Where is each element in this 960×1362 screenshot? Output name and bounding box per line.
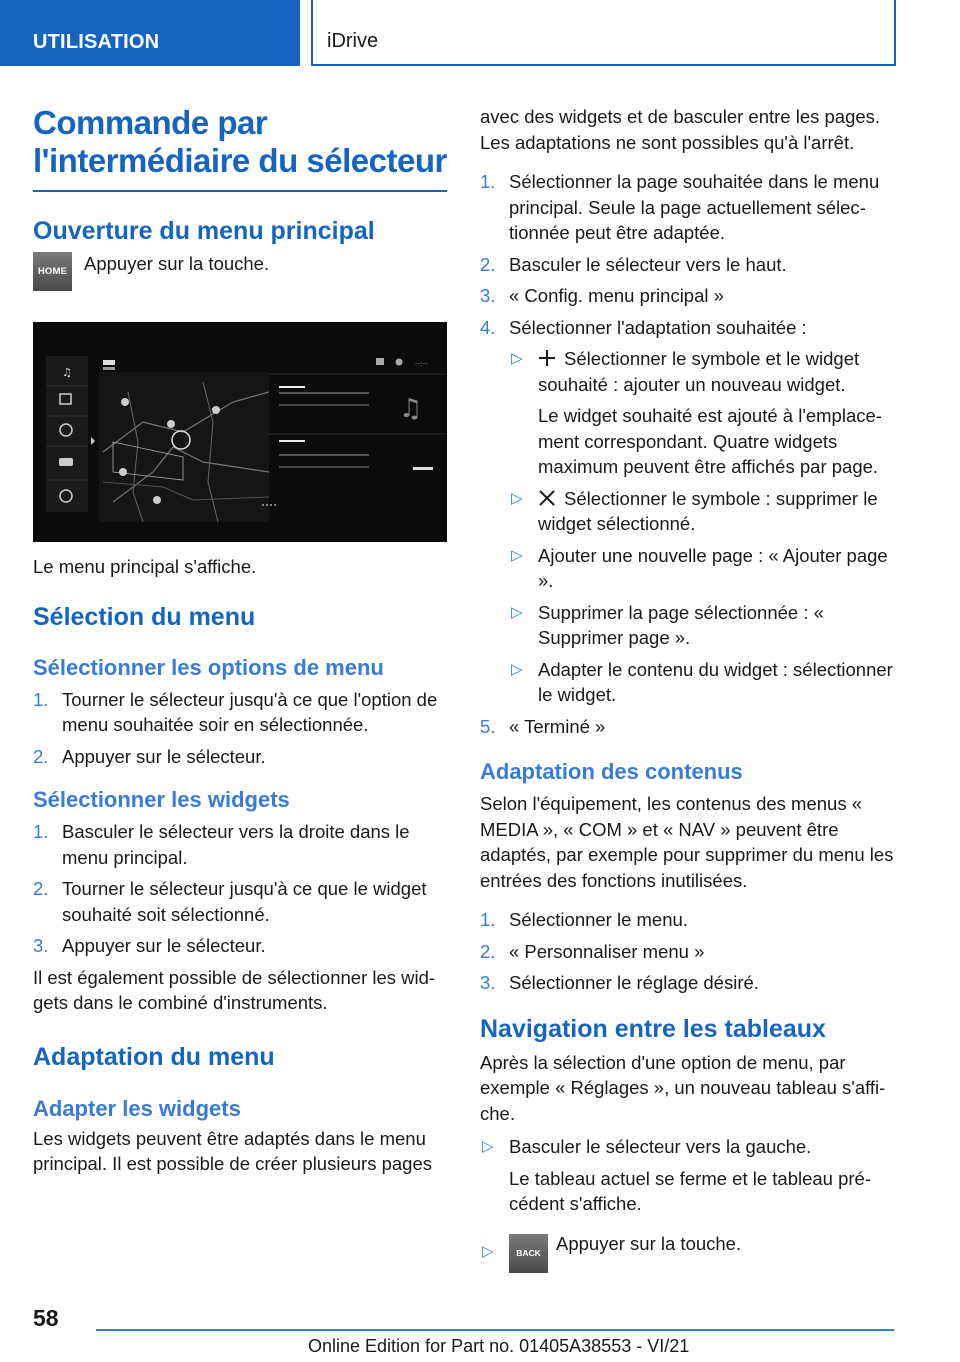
list-item: 3. « Config. menu principal »: [480, 285, 724, 306]
header-section-tab: [0, 0, 300, 66]
list-item: ▷ Basculer le sélecteur vers la gauche. Le tableau actuel se ferme et le tableau précédent s'affiche.: [480, 1134, 900, 1217]
adapt-options: [509, 346, 900, 708]
home-key-icon: HOME: [33, 252, 72, 291]
list-item: 2. Basculer le sélecteur vers le haut.: [480, 253, 787, 275]
plus-icon: [538, 349, 556, 367]
list-item: ▷ BACK Appuyer sur la touche.: [480, 1231, 900, 1273]
heading-adapt-menu: Adaptation du menu: [33, 1042, 275, 1071]
list-item: ▷ Adapter le contenu du widget : sélectionner le widget.: [511, 658, 893, 705]
heading-adapt-widgets: Adapter les widgets: [33, 1095, 241, 1121]
footer-rule: [96, 1329, 894, 1331]
idrive-screen-illustration: [33, 322, 447, 542]
list-item: 2. « Personnaliser menu »: [480, 940, 705, 962]
list-item: 2. Tourner le sélecteur jusqu'à ce que le widget souhaité soit sélectionné.: [33, 878, 427, 925]
list-item: 1. Sélectionner le menu.: [480, 909, 688, 930]
widgets-steps: [33, 819, 447, 959]
contents-steps: [480, 907, 900, 996]
close-icon: [538, 489, 556, 507]
header-chapter-tab: [311, 0, 896, 66]
header-chapter-label: iDrive: [327, 30, 379, 52]
navigation-note: Le tableau actuel se ferme et le tableau précédent s'affiche.: [509, 1167, 872, 1214]
adapt-widgets-text: Les widgets peuvent être adaptés dans le menu principal. Il est possible de créer plusieurs pages: [33, 1127, 432, 1174]
navigation-options: [480, 1134, 900, 1273]
page-number: 58: [33, 1305, 59, 1331]
list-item: ▷ Sélectionner le symbole : supprimer le widget sélectionné.: [511, 487, 878, 534]
home-instruction: [33, 252, 447, 294]
list-item: ▷ Ajouter une nouvelle page : « Ajouter page ».: [511, 544, 888, 591]
list-item: 2. Appuyer sur le sélecteur.: [33, 745, 266, 767]
add-widget-note: Le widget souhaité est ajouté à l'emplacement correspondant. Quatre widgets maximum peuvent être affichés par page.: [538, 405, 882, 477]
navigation-text: Après la sélection d'une option de menu, par exemple « Réglages », un nouveau tableau s'affiche.: [480, 1051, 886, 1124]
options-steps: [33, 687, 447, 770]
svg-text:♫: ♫: [62, 366, 72, 379]
list-item: 1. Tourner le sélecteur jusqu'à ce que l'option de menu souhaitée soir en sélectionnée.: [33, 688, 438, 735]
contents-text: Selon l'équipement, les contenus des menus « MEDIA », « COM » et « NAV » peuvent être adaptés, par exemple pour supprimer du menu les entrées des fonctions inutilisées.: [480, 793, 894, 891]
svg-text:--:--: --:--: [415, 360, 428, 368]
heading-menu-selection: Sélection du menu: [33, 602, 256, 631]
screen-caption: Le menu principal s'affiche.: [33, 556, 257, 577]
widgets-note: Il est également possible de sélectionner les widgets dans le combiné d'instruments.: [33, 966, 436, 1013]
right-column: [480, 104, 900, 1279]
title-rule: [33, 190, 447, 192]
list-item: 1. Sélectionner la page souhaitée dans le menu principal. Seule la page actuellement sélectionnée peut être adaptée.: [480, 171, 880, 243]
adapt-steps: [480, 169, 900, 739]
heading-adapt-contents: Adaptation des contenus: [480, 759, 743, 784]
list-item: 3. Appuyer sur le sélecteur.: [33, 935, 266, 956]
back-key-icon: BACK: [509, 1234, 548, 1273]
left-column: [33, 104, 447, 1177]
list-item: 5. « Terminé »: [480, 715, 606, 737]
heading-navigation: Navigation entre les tableaux: [480, 1014, 826, 1043]
svg-text:♫: ♫: [399, 394, 423, 424]
home-instruction-text: Appuyer sur la touche.: [84, 253, 270, 274]
heading-select-options: Sélectionner les options de menu: [33, 654, 384, 680]
heading-select-widgets: Sélectionner les widgets: [33, 787, 290, 812]
footer-edition: Online Edition for Part no. 01405A38553 - VI/21: [308, 1336, 690, 1356]
header-section-label: UTILISATION: [33, 31, 160, 53]
list-item: ▷ Sélectionner le symbole et le widget souhaité : ajouter un nouveau widget. Le widget souhaité est ajouté à l'emplacement correspondant. Quatre widgets maximum peuvent être affichés par page.: [509, 346, 900, 480]
continued-text: avec des widgets et de basculer entre les pages. Les adaptations ne sont possibles qu'à l'arrêt.: [480, 106, 881, 153]
heading-open-menu: Ouverture du menu principal: [33, 217, 375, 245]
list-item: ▷ Supprimer la page sélectionnée : « Supprimer page ».: [511, 601, 824, 648]
page-title: Commande par l'intermédiaire du sélecteur: [33, 104, 447, 179]
list-item: 3. Sélectionner le réglage désiré.: [480, 972, 759, 993]
list-item: 4. Sélectionner l'adaptation souhaitée : ▷ Sélectionner le symbole et le widget souhaité : ajouter un nouveau widget. Le widget souhaité est ajouté à l'emplacement correspondant. Quatre widgets maximum peuvent être affichés par page. ▷ Sélectionner le symbole : supprimer le widget sélectionné. ▷ Ajouter une nouvelle page : « Ajouter page ». ▷ Supprimer la page sélectionnée : « Supprimer page ». ▷ Adapter le contenu du widget : sélectionner le widget.: [480, 315, 900, 708]
idrive-screen-image: [33, 322, 447, 542]
list-item: 1. Basculer le sélecteur vers la droite dans le menu principal.: [33, 821, 410, 868]
